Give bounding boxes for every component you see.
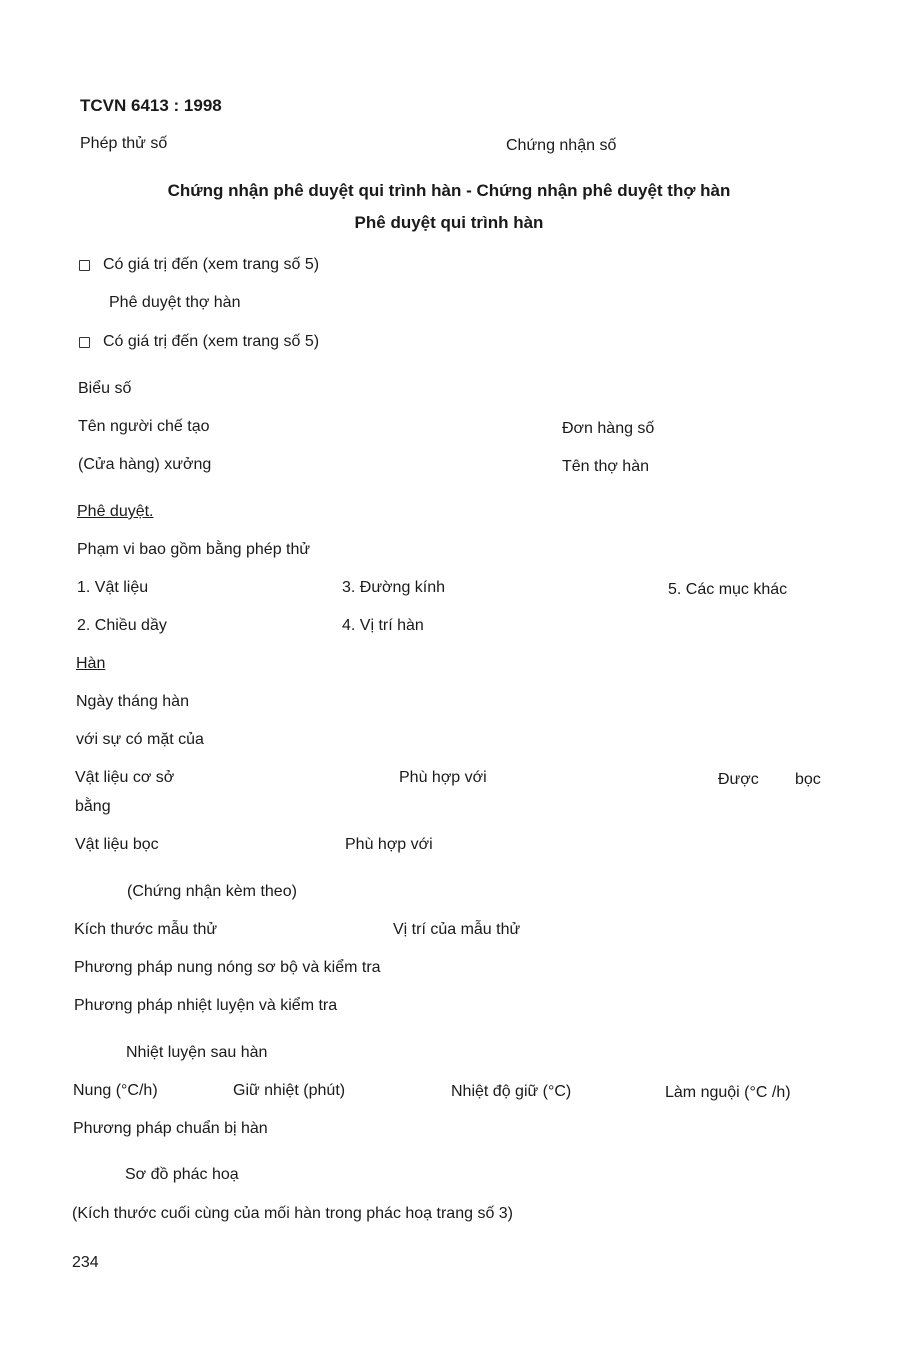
welder-approval-label: Phê duyệt thợ hàn — [109, 294, 241, 311]
scope-item-diameter: 3. Đường kính — [342, 579, 446, 596]
heat-treatment-method-label: Phương pháp nhiệt luyện và kiểm tra — [74, 997, 338, 1014]
scope-item-material: 1. Vật liệu — [77, 579, 149, 596]
welder-validity-label: Có giá trị đến (xem trang số 5) — [103, 333, 320, 350]
workshop-label: (Cửa hàng) xưởng — [78, 456, 212, 473]
form-number-label: Biểu số — [78, 380, 132, 397]
sketch-label: Sơ đồ phác hoạ — [125, 1166, 239, 1183]
welder-name-label: Tên thợ hàn — [562, 458, 649, 475]
presence-label: với sự có mặt của — [76, 731, 204, 748]
order-number-label: Đơn hàng số — [562, 420, 655, 437]
weld-preparation-label: Phương pháp chuẩn bị hàn — [73, 1120, 268, 1137]
scope-item-other: 5. Các mục khác — [668, 581, 788, 598]
page-number: 234 — [72, 1254, 99, 1271]
wps-validity-label: Có giá trị đến (xem trang số 5) — [103, 256, 320, 273]
pwht-label: Nhiệt luyện sau hàn — [126, 1044, 268, 1061]
weld-heading: Hàn — [76, 655, 106, 672]
holding-time-label: Giữ nhiệt (phút) — [233, 1082, 346, 1099]
coating-material-label: Vật liệu bọc — [75, 836, 159, 853]
coated-by-label: bằng — [75, 798, 111, 815]
welder-validity-checkbox[interactable] — [79, 337, 90, 348]
sketch-note: (Kích thước cuối cùng của mối hàn trong phác hoạ trang số 3) — [72, 1205, 514, 1222]
weld-date-label: Ngày tháng hàn — [76, 693, 189, 710]
test-number-label: Phép thử số — [80, 135, 168, 152]
base-material-conforms-label: Phù hợp với — [399, 769, 487, 786]
specimen-position-label: Vị trí của mẫu thử — [393, 921, 521, 938]
base-material-label: Vật liệu cơ sở — [75, 769, 175, 786]
certificate-attached-label: (Chứng nhận kèm theo) — [127, 883, 297, 900]
coated-label: Được — [718, 771, 759, 788]
certificate-number-label: Chứng nhận số — [506, 137, 617, 154]
standard-code: TCVN 6413 : 1998 — [80, 96, 222, 115]
coating-material-conforms-label: Phù hợp với — [345, 836, 433, 853]
document-subtitle: Phê duyệt qui trình hàn — [354, 213, 544, 232]
preheat-method-label: Phương pháp nung nóng sơ bộ và kiểm tra — [74, 959, 381, 976]
approval-scope-label: Phạm vi bao gồm bằng phép thử — [77, 541, 311, 558]
specimen-size-label: Kích thước mẫu thử — [74, 921, 218, 938]
coated-label-2: bọc — [795, 771, 821, 788]
holding-temperature-label: Nhiệt độ giữ (°C) — [451, 1083, 572, 1100]
heating-rate-label: Nung (°C/h) — [73, 1082, 158, 1099]
scope-item-thickness: 2. Chiều dầy — [77, 617, 167, 634]
wps-validity-checkbox[interactable] — [79, 260, 90, 271]
scope-item-position: 4. Vị trí hàn — [342, 617, 424, 634]
manufacturer-label: Tên người chế tạo — [78, 418, 210, 435]
cooling-rate-label: Làm nguội (°C /h) — [665, 1084, 791, 1101]
approval-heading: Phê duyệt. — [77, 503, 154, 520]
document-title: Chứng nhận phê duyệt qui trình hàn - Chứng nhận phê duyệt thợ hàn — [167, 181, 731, 200]
